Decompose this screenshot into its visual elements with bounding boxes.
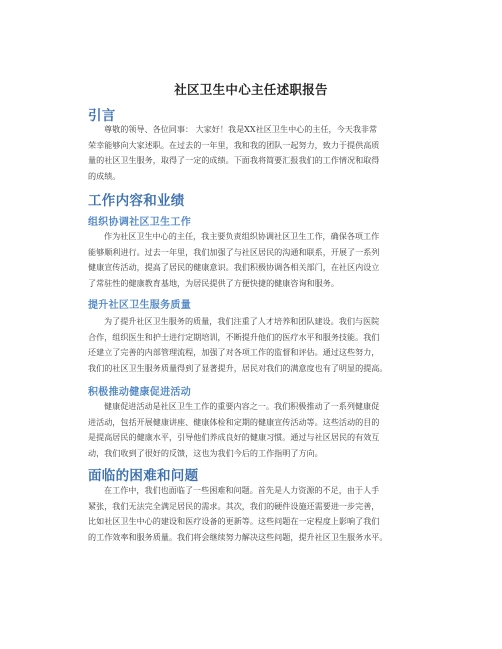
paragraph-line: 是提高居民的健康水平，引导他们养成良好的健康习惯。通过与社区居民的有效互 bbox=[88, 432, 380, 443]
paragraph-line: 的成绩。 bbox=[88, 170, 121, 181]
paragraph-coordination bbox=[88, 229, 418, 291]
paragraph-line: 进活动，包括开展健康讲座、健康体检和定期的健康宣传活动等。这些活动的目的 bbox=[88, 416, 380, 427]
paragraph-line: 为了提升社区卫生服务的质量，我们注重了人才培养和团队建设。我们与医院 bbox=[104, 316, 380, 326]
paragraph-line: 尊敬的领导、各位同事： 大家好！我是XX社区卫生中心的主任，今天我非常 bbox=[104, 124, 378, 134]
subsection-heading-coordination: 组织协调社区卫生工作 bbox=[88, 217, 191, 228]
section-heading-work: 工作内容和业绩 bbox=[88, 193, 185, 209]
paragraph-line: 在工作中，我们也面临了一些困难和问题。首先是人力资源的不足，由于人手 bbox=[104, 485, 380, 495]
paragraph-challenges bbox=[88, 483, 418, 545]
paragraph-line: 动，我们收到了很好的反馈，这也为我们今后的工作指明了方向。 bbox=[88, 447, 323, 458]
paragraph-promotion bbox=[88, 399, 418, 461]
paragraph-line: 比如社区卫生中心的建设和医疗设备的更新等。这些问题在一定程度上影响了我们 bbox=[88, 516, 380, 527]
paragraph-line: 我们的社区卫生服务质量得到了显著提升，居民对我们的满意度也有了明显的提高。 bbox=[88, 362, 388, 373]
paragraph-line: 能够顺利进行。过去一年里，我们加强了与社区居民的沟通和联系，开展了一系列 bbox=[88, 246, 380, 257]
section-heading-challenges: 面临的困难和问题 bbox=[88, 468, 199, 484]
paragraph-line: 量的社区卫生服务，取得了一定的成绩。下面我将简要汇报我们的工作情况和取得 bbox=[88, 155, 380, 166]
subsection-heading-promotion: 积极推动健康促进活动 bbox=[88, 387, 191, 398]
paragraph-line: 健康促进活动是社区卫生工作的重要内容之一。我们积极推动了一系列健康促 bbox=[104, 401, 380, 411]
paragraph-quality bbox=[88, 314, 418, 376]
paragraph-intro bbox=[88, 122, 418, 184]
paragraph-line: 荣幸能够向大家述职。在过去的一年里，我和我的团队一起努力，致力于提供高质 bbox=[88, 139, 380, 150]
paragraph-line: 紧张，我们无法完全满足居民的需求。其次，我们的硬件设施还需要进一步完善， bbox=[88, 500, 380, 511]
paragraph-line: 还建立了完善的内部管理流程，加强了对各项工作的监督和评估。通过这些努力， bbox=[88, 347, 380, 358]
paragraph-line: 了常驻性的健康教育基地，为居民提供了方便快捷的健康咨询和服务。 bbox=[88, 277, 339, 288]
paragraph-line: 健康宣传活动，提高了居民的健康意识。我们积极协调各相关部门，在社区内设立 bbox=[88, 262, 380, 273]
paragraph-line: 作为社区卫生中心的主任，我主要负责组织协调社区卫生工作，确保各项工作 bbox=[104, 231, 380, 241]
section-heading-intro: 引言 bbox=[88, 108, 116, 124]
paragraph-line: 合作，组织医生和护士进行定期培训，不断提升他们的医疗水平和服务技能。我们 bbox=[88, 331, 380, 342]
paragraph-line: 的工作效率和服务质量。我们将会继续努力解决这些问题，提升社区卫生服务水平。 bbox=[88, 531, 388, 542]
document-title: 社区卫生中心主任述职报告 bbox=[174, 82, 328, 97]
subsection-heading-quality: 提升社区卫生服务质量 bbox=[88, 300, 191, 311]
